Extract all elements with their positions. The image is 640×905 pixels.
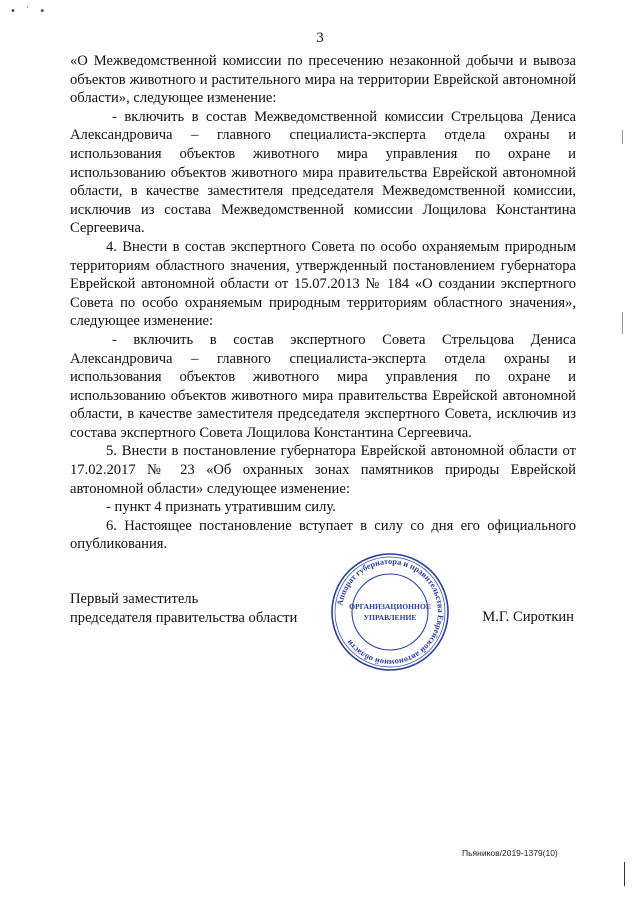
paragraph-item-5: 5. Внести в постановление губернатора Еврейской автономной области от 17.02.2017 № 23 «Об охранных зонах памятников природы Еврейской автономной области» следующее изменение: bbox=[70, 443, 576, 497]
scan-corner-marks: • ˙ • bbox=[10, 6, 49, 17]
page-number: 3 bbox=[316, 30, 324, 46]
signer-name: М.Г. Сироткин bbox=[482, 609, 574, 625]
seal-center-line: УПРАВЛЕНИЕ bbox=[363, 613, 417, 622]
paragraph-dash-item: - включить в состав Межведомственной комиссии Стрельцова Дениса Александровича – главного специалиста-эксперта отдела охраны и использования объектов животного мира управления по охране и использованию объектов животного мира правительства Еврейской автономной области, в качестве заместителя председателя Межведомственной комиссии, исключив из состава Межведомственной комиссии Лощилова Константина Сергеевича. bbox=[70, 108, 576, 237]
seal-ring-text: Аппарат губернатора и правительства Еврейской автономной области bbox=[335, 556, 446, 668]
signer-title-line: Первый заместитель bbox=[70, 591, 199, 607]
document-reference: Пьяников/2019-1379(10) bbox=[462, 848, 558, 858]
paragraph-item-6: 6. Настоящее постановление вступает в силу со дня его официального опубликования. bbox=[70, 517, 576, 553]
seal-center-line: ОРГАНИЗАЦИОННОЕ bbox=[349, 602, 431, 611]
scan-edge-mark bbox=[624, 862, 625, 886]
paragraph-dash-item: - включить в состав экспертного Совета Стрельцова Дениса Александровича – главного специалиста-эксперта отдела охраны и использования объектов животного мира управления по охране и использованию объектов животного мира правительства Еврейской автономной области, в качестве заместителя председателя экспертного Совета, исключив из состава экспертного Совета Лощилова Константина Сергеевича. bbox=[70, 331, 576, 441]
paragraph-item-4: 4. Внести в состав экспертного Совета по особо охраняемым природным территориям областного значения, утвержденный постановлением губернатора Еврейской автономной области от 15.07.2013 № 184 «О создании экспертного Совета по особо охраняемым природным территориям областного значения», следующее изменение: bbox=[70, 238, 576, 330]
scan-edge-mark bbox=[622, 130, 623, 144]
signature-block bbox=[70, 556, 576, 668]
paragraph-continuation: «О Межведомственной комиссии по пресечению незаконной добычи и вывоза объектов животного и растительного мира на территории Еврейской автономной области», следующее изменение: bbox=[70, 53, 576, 107]
document-body bbox=[70, 52, 576, 554]
signer-title-line: председателя правительства области bbox=[70, 609, 298, 626]
signer-title bbox=[70, 590, 297, 627]
paragraph-dash-item: - пункт 4 признать утратившим силу. bbox=[106, 499, 336, 516]
official-seal bbox=[324, 552, 456, 672]
scan-edge-mark bbox=[622, 312, 623, 334]
